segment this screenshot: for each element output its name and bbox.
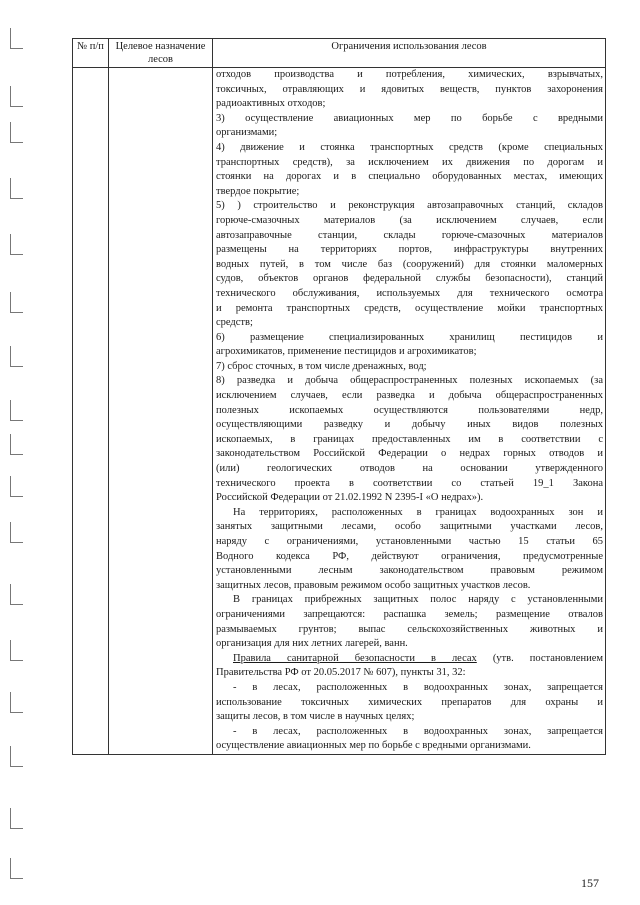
page-number: 157 bbox=[581, 876, 599, 890]
text-line: водных путей, в том числе баз (сооружений) для стоянки маломерных bbox=[216, 258, 603, 270]
header-number: № п/п bbox=[73, 39, 109, 68]
text-line: законодательством Российской Федерации о недрах горных отводов и bbox=[216, 448, 603, 460]
text-line: отходов производства и потребления, химических, взрывчатых, bbox=[216, 69, 603, 80]
text-line: радиоактивных отходов; bbox=[216, 98, 326, 110]
text-line: наряду с ограничениями, установленными частью 15 статьи 65 bbox=[216, 536, 603, 547]
text-line: ограничениями запрещаются: распашка земель; размещение отвалов bbox=[216, 608, 603, 620]
text-line: размещены на территориях портов, инфраструктуры внутренних bbox=[216, 244, 603, 256]
binding-mark bbox=[10, 746, 23, 767]
text-line: использование токсичных химических препаратов для охраны и bbox=[216, 696, 603, 708]
text-line: организация для них летних лагерей, ванн. bbox=[216, 638, 408, 650]
text-line: Правительства РФ от 20.05.2017 № 607), пункты 31, 32: bbox=[216, 667, 466, 679]
text-line: технического проекта в соответствии со статьей 19_1 Закона bbox=[216, 477, 603, 489]
text-line: стоянки на дорогах и в специально оборудованных местах, имеющих bbox=[216, 171, 603, 183]
text-line: размываемых грунтов; выпас сельскохозяйственных животных и bbox=[216, 623, 603, 635]
text-line: и ремонта транспортных средств, осуществление мойки транспортных bbox=[216, 302, 603, 314]
text-line: В границах прибрежных защитных полос наряду с установленными bbox=[233, 594, 603, 606]
binding-mark bbox=[10, 522, 23, 543]
text-line: судов, объектов органов федеральной службы безопасности), станций bbox=[216, 273, 603, 285]
header-restrictions: Ограничения использования лесов bbox=[213, 39, 606, 68]
text-line: Водного кодекса РФ, действуют ограничения, предусмотренные bbox=[216, 550, 603, 562]
text-line: средств; bbox=[216, 317, 253, 329]
text-line: Российской Федерации от 21.02.1992 N 2395-I «О недрах»). bbox=[216, 492, 484, 504]
binding-mark bbox=[10, 178, 23, 199]
text-line: ископаемых, в границах предоставленных им в соответствии с bbox=[216, 433, 603, 445]
binding-mark bbox=[10, 584, 23, 605]
cell-purpose bbox=[109, 68, 213, 755]
text-line: технического обслуживания, используемых для технического осмотра bbox=[216, 287, 603, 299]
binding-mark bbox=[10, 86, 23, 107]
binding-mark bbox=[10, 122, 23, 143]
text-line: 5) ) строительство и реконструкция автозаправочных станций, складов bbox=[216, 200, 603, 212]
header-purpose: Целевое назначение лесов bbox=[109, 39, 213, 68]
binding-mark bbox=[10, 292, 23, 313]
text-line: транспортных средств), за исключением их движения по дорогам и bbox=[216, 156, 603, 168]
binding-mark bbox=[10, 858, 23, 879]
text-line: исключением случаев, если разведка и добыча общераспространенных bbox=[216, 390, 603, 402]
binding-mark bbox=[10, 640, 23, 661]
text-line: - в лесах, расположенных в водоохранных зонах, запрещается bbox=[233, 681, 603, 693]
binding-mark bbox=[10, 434, 23, 455]
binding-mark bbox=[10, 476, 23, 497]
binding-mark bbox=[10, 234, 23, 255]
text-line: защитных лесов, правовым режимом особо защитных участков лесов. bbox=[216, 579, 531, 591]
text-line: На территориях, расположенных в границах водоохранных зон и bbox=[233, 506, 603, 518]
rules-reference-tail: (утв. постановлением bbox=[492, 652, 604, 664]
binding-mark bbox=[10, 400, 23, 421]
text-line: твердое покрытие; bbox=[216, 185, 300, 197]
binding-mark bbox=[10, 346, 23, 367]
binding-mark bbox=[10, 28, 23, 49]
cell-restrictions bbox=[213, 68, 606, 755]
text-line: занятых защитными лесами, особо защитными участками лесов, bbox=[216, 521, 603, 533]
text-line: - в лесах, расположенных в водоохранных зонах, запрещается bbox=[233, 725, 603, 737]
text-line: токсичных, отравляющих и ядовитых веществ, пунктов захоронения bbox=[216, 83, 603, 95]
text-line bbox=[216, 652, 603, 667]
binding-mark bbox=[10, 692, 23, 713]
text-line: 7) сброс сточных, в том числе дренажных, вод; bbox=[216, 360, 427, 372]
text-line: защиты лесов, в том числе в научных целях; bbox=[216, 711, 415, 723]
restrictions-table bbox=[72, 38, 606, 755]
cell-number bbox=[73, 68, 109, 755]
text-line: организмами; bbox=[216, 127, 278, 139]
text-line: агрохимикатов, применение пестицидов и агрохимикатов; bbox=[216, 346, 477, 358]
text-line: 3) осуществление авиационных мер по борьбе с вредными bbox=[216, 112, 603, 124]
text-line: осуществляющими разведку и добычу иных видов полезных bbox=[216, 419, 603, 431]
text-line: установленными лесным законодательством правовым режимом bbox=[216, 565, 603, 577]
binding-mark bbox=[10, 808, 23, 829]
text-line: автозаправочные станции, склады горюче-смазочных материалов bbox=[216, 229, 603, 241]
text-line: осуществление авиационных мер по борьбе с вредными организмами. bbox=[216, 740, 531, 752]
text-line: горюче-смазочных материалов (за исключением случаев, если bbox=[216, 214, 603, 226]
table-header-row bbox=[73, 39, 606, 68]
text-line: 8) разведка и добыча общераспространенных полезных ископаемых (за bbox=[216, 375, 603, 387]
text-line: 6) размещение специализированных хранилищ пестицидов и bbox=[216, 331, 603, 343]
binding-margin bbox=[10, 0, 24, 905]
rules-reference: Правила санитарной безопасности в лесах bbox=[233, 652, 477, 664]
text-line: полезных ископаемых осуществляются пользователями недр, bbox=[216, 404, 603, 416]
text-line: (или) геологических отводов на основании утвержденного bbox=[216, 463, 603, 475]
text-line: 4) движение и стоянка транспортных средств (кроме специальных bbox=[216, 141, 603, 153]
table-row bbox=[73, 68, 606, 755]
